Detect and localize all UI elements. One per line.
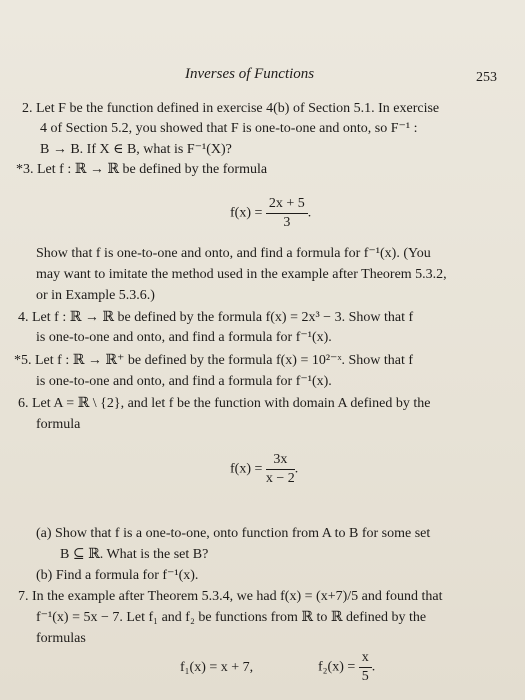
exercise-7-line-1: 7. In the example after Theorem 5.3.4, we had f(x) = (x+7)/5 and found that xyxy=(18,589,443,604)
numerator: 2x + 5 xyxy=(266,196,308,214)
exercise-3-line-1: *3. Let f : ℝ → ℝ be defined by the formula xyxy=(16,162,268,177)
fraction xyxy=(266,452,295,487)
fraction xyxy=(266,196,308,231)
formula-lhs: f(x) = xyxy=(230,205,263,221)
exercise-6b-line-1: (b) Find a formula for f⁻¹(x). xyxy=(36,568,199,583)
exercise-6-formula: f(x) = $\frac{3x}{x - 2}$ . xyxy=(230,452,299,486)
exercise-7-formula-f1: f₁(x) = x + 7, xyxy=(180,660,254,675)
page-number: 253 xyxy=(476,70,497,85)
exercise-4-line-2: is one-to-one and onto, and find a formula for f⁻¹(x). xyxy=(36,330,332,345)
exercise-2-line-3: B → B. If X ∈ B, what is F⁻¹(X)? xyxy=(40,142,232,157)
exercise-6-line-1: 6. Let A = ℝ \ {2}, and let f be the function with domain A defined by the xyxy=(18,396,431,411)
exercise-6-line-2: formula xyxy=(36,417,81,432)
exercise-7-line-2: f⁻¹(x) = 5x − 7. Let f₁ and f₂ be functions from ℝ to ℝ defined by the xyxy=(36,610,427,625)
denominator: 3 xyxy=(283,215,291,230)
formula-lhs: f₂(x) = xyxy=(318,659,356,675)
denominator: 5 xyxy=(361,669,369,684)
exercise-3-line-4: or in Example 5.3.6.) xyxy=(36,288,155,303)
running-header: Inverses of Functions xyxy=(185,66,315,82)
numerator: x xyxy=(359,650,372,668)
exercise-7-line-3: formulas xyxy=(36,631,86,646)
exercise-2-line-2: 4 of Section 5.2, you showed that F is one-to-one and onto, so F⁻¹ : xyxy=(40,121,418,136)
fraction xyxy=(359,650,372,685)
formula-lhs: f(x) = xyxy=(230,461,263,477)
exercise-6a-line-1: (a) Show that f is a one-to-one, onto function from A to B for some set xyxy=(36,526,431,541)
exercise-4-line-1: 4. Let f : ℝ → ℝ be defined by the formula f(x) = 2x³ − 3. Show that f xyxy=(18,310,414,325)
numerator: 3x xyxy=(266,452,295,470)
denominator: x − 2 xyxy=(265,471,295,486)
exercise-7-formula-f2: f₂(x) = $\frac{x}{5}$ . xyxy=(318,650,376,684)
exercise-5-line-1: *5. Let f : ℝ → ℝ⁺ be defined by the formula f(x) = 10²⁻ˣ. Show that f xyxy=(14,353,414,368)
exercise-3-line-2: Show that f is one-to-one and onto, and find a formula for f⁻¹(x). (You xyxy=(36,246,431,261)
exercise-3-line-3: may want to imitate the method used in the example after Theorem 5.3.2, xyxy=(36,267,447,282)
exercise-2-line-1: 2. Let F be the function defined in exercise 4(b) of Section 5.1. In exercise xyxy=(22,101,440,116)
exercise-6a-line-2: B ⊆ ℝ. What is the set B? xyxy=(60,547,209,562)
exercise-3-formula: f(x) = $\frac{2x + 5}{3}$ . xyxy=(230,196,312,230)
exercise-5-line-2: is one-to-one and onto, and find a formula for f⁻¹(x). xyxy=(36,374,332,389)
